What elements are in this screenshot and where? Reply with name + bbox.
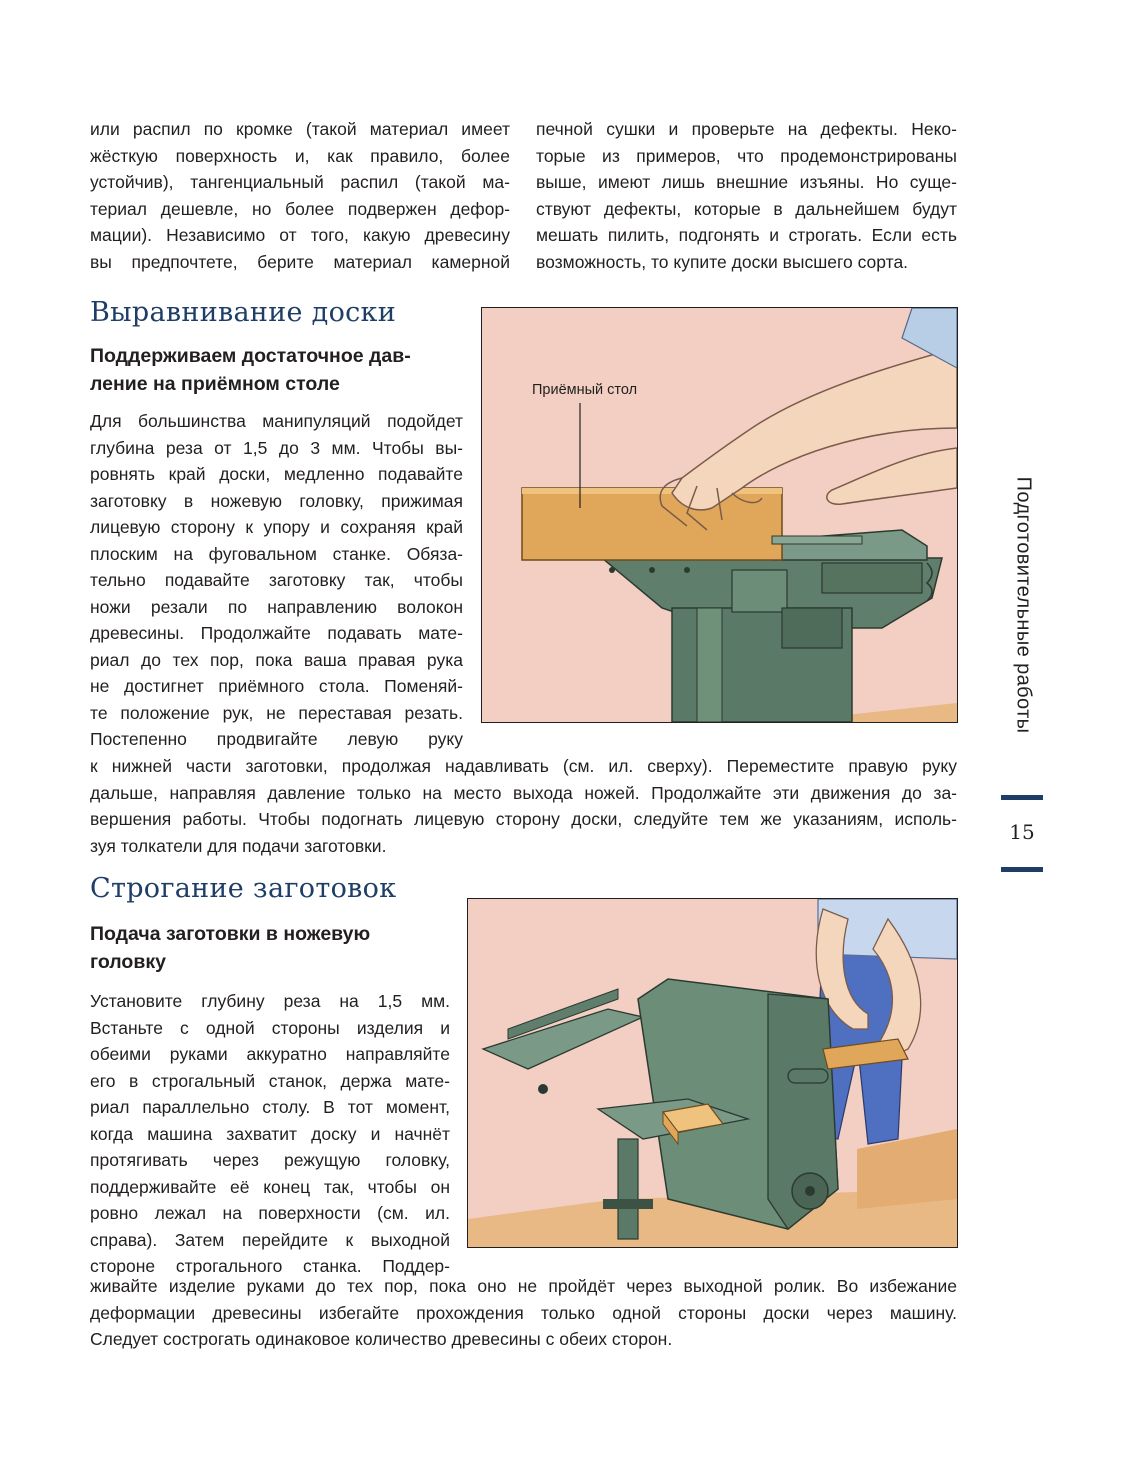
text-line: возможность, то купите доски высшего сорта. bbox=[536, 251, 909, 272]
planer-drawing bbox=[468, 899, 957, 1247]
text-line: зуя толкатели для подачи заготовки. bbox=[90, 835, 387, 856]
text-line: когда машина захватит доску и начнёт bbox=[90, 1123, 450, 1144]
section2-narrow-text bbox=[90, 988, 450, 1280]
text-line: стороне строгального станка. Поддер- bbox=[90, 1256, 450, 1276]
text-line: лицевую сторону к упору и сохраняя край bbox=[90, 517, 463, 537]
chapter-title: Подготовительные работы bbox=[1012, 476, 1035, 734]
text-line: глубина реза от 1,5 до 3 мм. Чтобы вы- bbox=[90, 437, 463, 458]
text-line: ровно лежал на поверхности (см. ил. bbox=[90, 1203, 450, 1223]
text-line: его в строгальный станок, держа мате- bbox=[90, 1070, 450, 1091]
text-line: к нижней части заготовки, продолжая надавливать (см. ил. сверху). Переместите правую руку bbox=[90, 756, 957, 776]
text-line: ровнять край доски, медленно подавайте bbox=[90, 464, 463, 484]
text-line: дальше, направляя давление только на место выхода ножей. Продолжайте эти движения до за- bbox=[90, 782, 957, 803]
text-line: риал до тех пор, пока ваша правая рука bbox=[90, 649, 463, 670]
text-line: древесины. Продолжайте подавать мате- bbox=[90, 623, 463, 643]
section2-wide-text bbox=[90, 1273, 957, 1353]
text-line: жёсткую поверхность и, как правило, более bbox=[90, 145, 510, 166]
text-line: справа). Затем перейдите к выходной bbox=[90, 1229, 450, 1250]
text-line: плоским на фуговальном станке. Обяза- bbox=[90, 543, 463, 564]
text-line: Встаньте с одной стороны изделия и bbox=[90, 1017, 450, 1038]
text-line: мешать пилить, подгонять и строгать. Если есть bbox=[536, 225, 957, 245]
text-line: Постепенно продвигайте левую руку bbox=[90, 729, 463, 749]
text-line: Для большинства манипуляций подойдет bbox=[90, 411, 463, 431]
text-line: деформации древесины избегайте прохождения только одной стороны доски через машину. bbox=[90, 1302, 957, 1323]
text-line: протягивать через режущую головку, bbox=[90, 1150, 450, 1170]
section-title-planing: Строгание заготовок bbox=[90, 873, 397, 904]
text-line: не достигнет приёмного стола. Поменяй- bbox=[90, 676, 463, 696]
section-subtitle-planing bbox=[90, 920, 370, 976]
text-line: торые из примеров, что продемонстрированы bbox=[536, 145, 957, 166]
section1-wide-text bbox=[90, 753, 957, 859]
chapter-tab bbox=[1003, 440, 1043, 770]
subtitle-line: Поддерживаем достаточное дав- bbox=[90, 345, 411, 367]
jointer-drawing bbox=[482, 308, 957, 722]
text-line: ствуют дефекты, которые в дальнейшем будут bbox=[536, 198, 957, 219]
subtitle-line: ление на приёмном столе bbox=[90, 373, 340, 395]
text-line: мации). Независимо от того, какую древесину bbox=[90, 225, 510, 245]
planer-illustration bbox=[467, 898, 958, 1248]
text-line: устойчив), тангенциальный распил (такой ма- bbox=[90, 172, 510, 192]
text-line: риал параллельно столу. В тот момент, bbox=[90, 1097, 450, 1117]
text-line: тельно подавайте заготовку так, чтобы bbox=[90, 570, 463, 590]
subtitle-line: Подача заготовки в ножевую bbox=[90, 923, 371, 945]
top-right-column bbox=[536, 116, 957, 275]
section-subtitle-jointing bbox=[90, 342, 411, 398]
text-line: печной сушки и проверьте на дефекты. Неко- bbox=[536, 119, 957, 139]
text-line: вы предпочтете, берите материал камерной bbox=[90, 251, 510, 272]
text-line: те положение рук, не переставая резать. bbox=[90, 702, 463, 723]
subtitle-line: головку bbox=[90, 951, 166, 973]
text-line: Установите глубину реза на 1,5 мм. bbox=[90, 991, 450, 1011]
top-left-column bbox=[90, 116, 510, 275]
page-number: 15 bbox=[1009, 820, 1035, 844]
page-number-rule-top bbox=[1001, 795, 1043, 800]
text-line: Следует сострогать одинаковое количество древесины с обеих сторон. bbox=[90, 1329, 673, 1349]
page-number-rule-bottom bbox=[1001, 867, 1043, 872]
text-line: выше, имеют лишь внешние изъяны. Но суще- bbox=[536, 172, 957, 192]
text-line: обеими руками аккуратно направляйте bbox=[90, 1044, 450, 1064]
text-line: заготовку в ножевую головку, прижимая bbox=[90, 490, 463, 511]
text-line: или распил по кромке (такой материал имеет bbox=[90, 119, 510, 139]
text-line: териал дешевле, но более подвержен дефор- bbox=[90, 198, 510, 219]
section-title-jointing: Выравнивание доски bbox=[90, 297, 397, 328]
figure-label: Приёмный стол bbox=[532, 382, 638, 398]
text-line: вершения работы. Чтобы подогнать лицевую сторону доски, следуйте тем же указаниям, исполь- bbox=[90, 809, 957, 829]
text-line: ножи резали по направлению волокон bbox=[90, 596, 463, 617]
section1-narrow-text bbox=[90, 408, 463, 753]
text-line: живайте изделие руками до тех пор, пока оно не пройдёт через выходной ролик. Во избежание bbox=[90, 1276, 957, 1296]
text-line: поддерживайте её конец так, чтобы он bbox=[90, 1176, 450, 1197]
jointer-illustration bbox=[481, 307, 958, 723]
